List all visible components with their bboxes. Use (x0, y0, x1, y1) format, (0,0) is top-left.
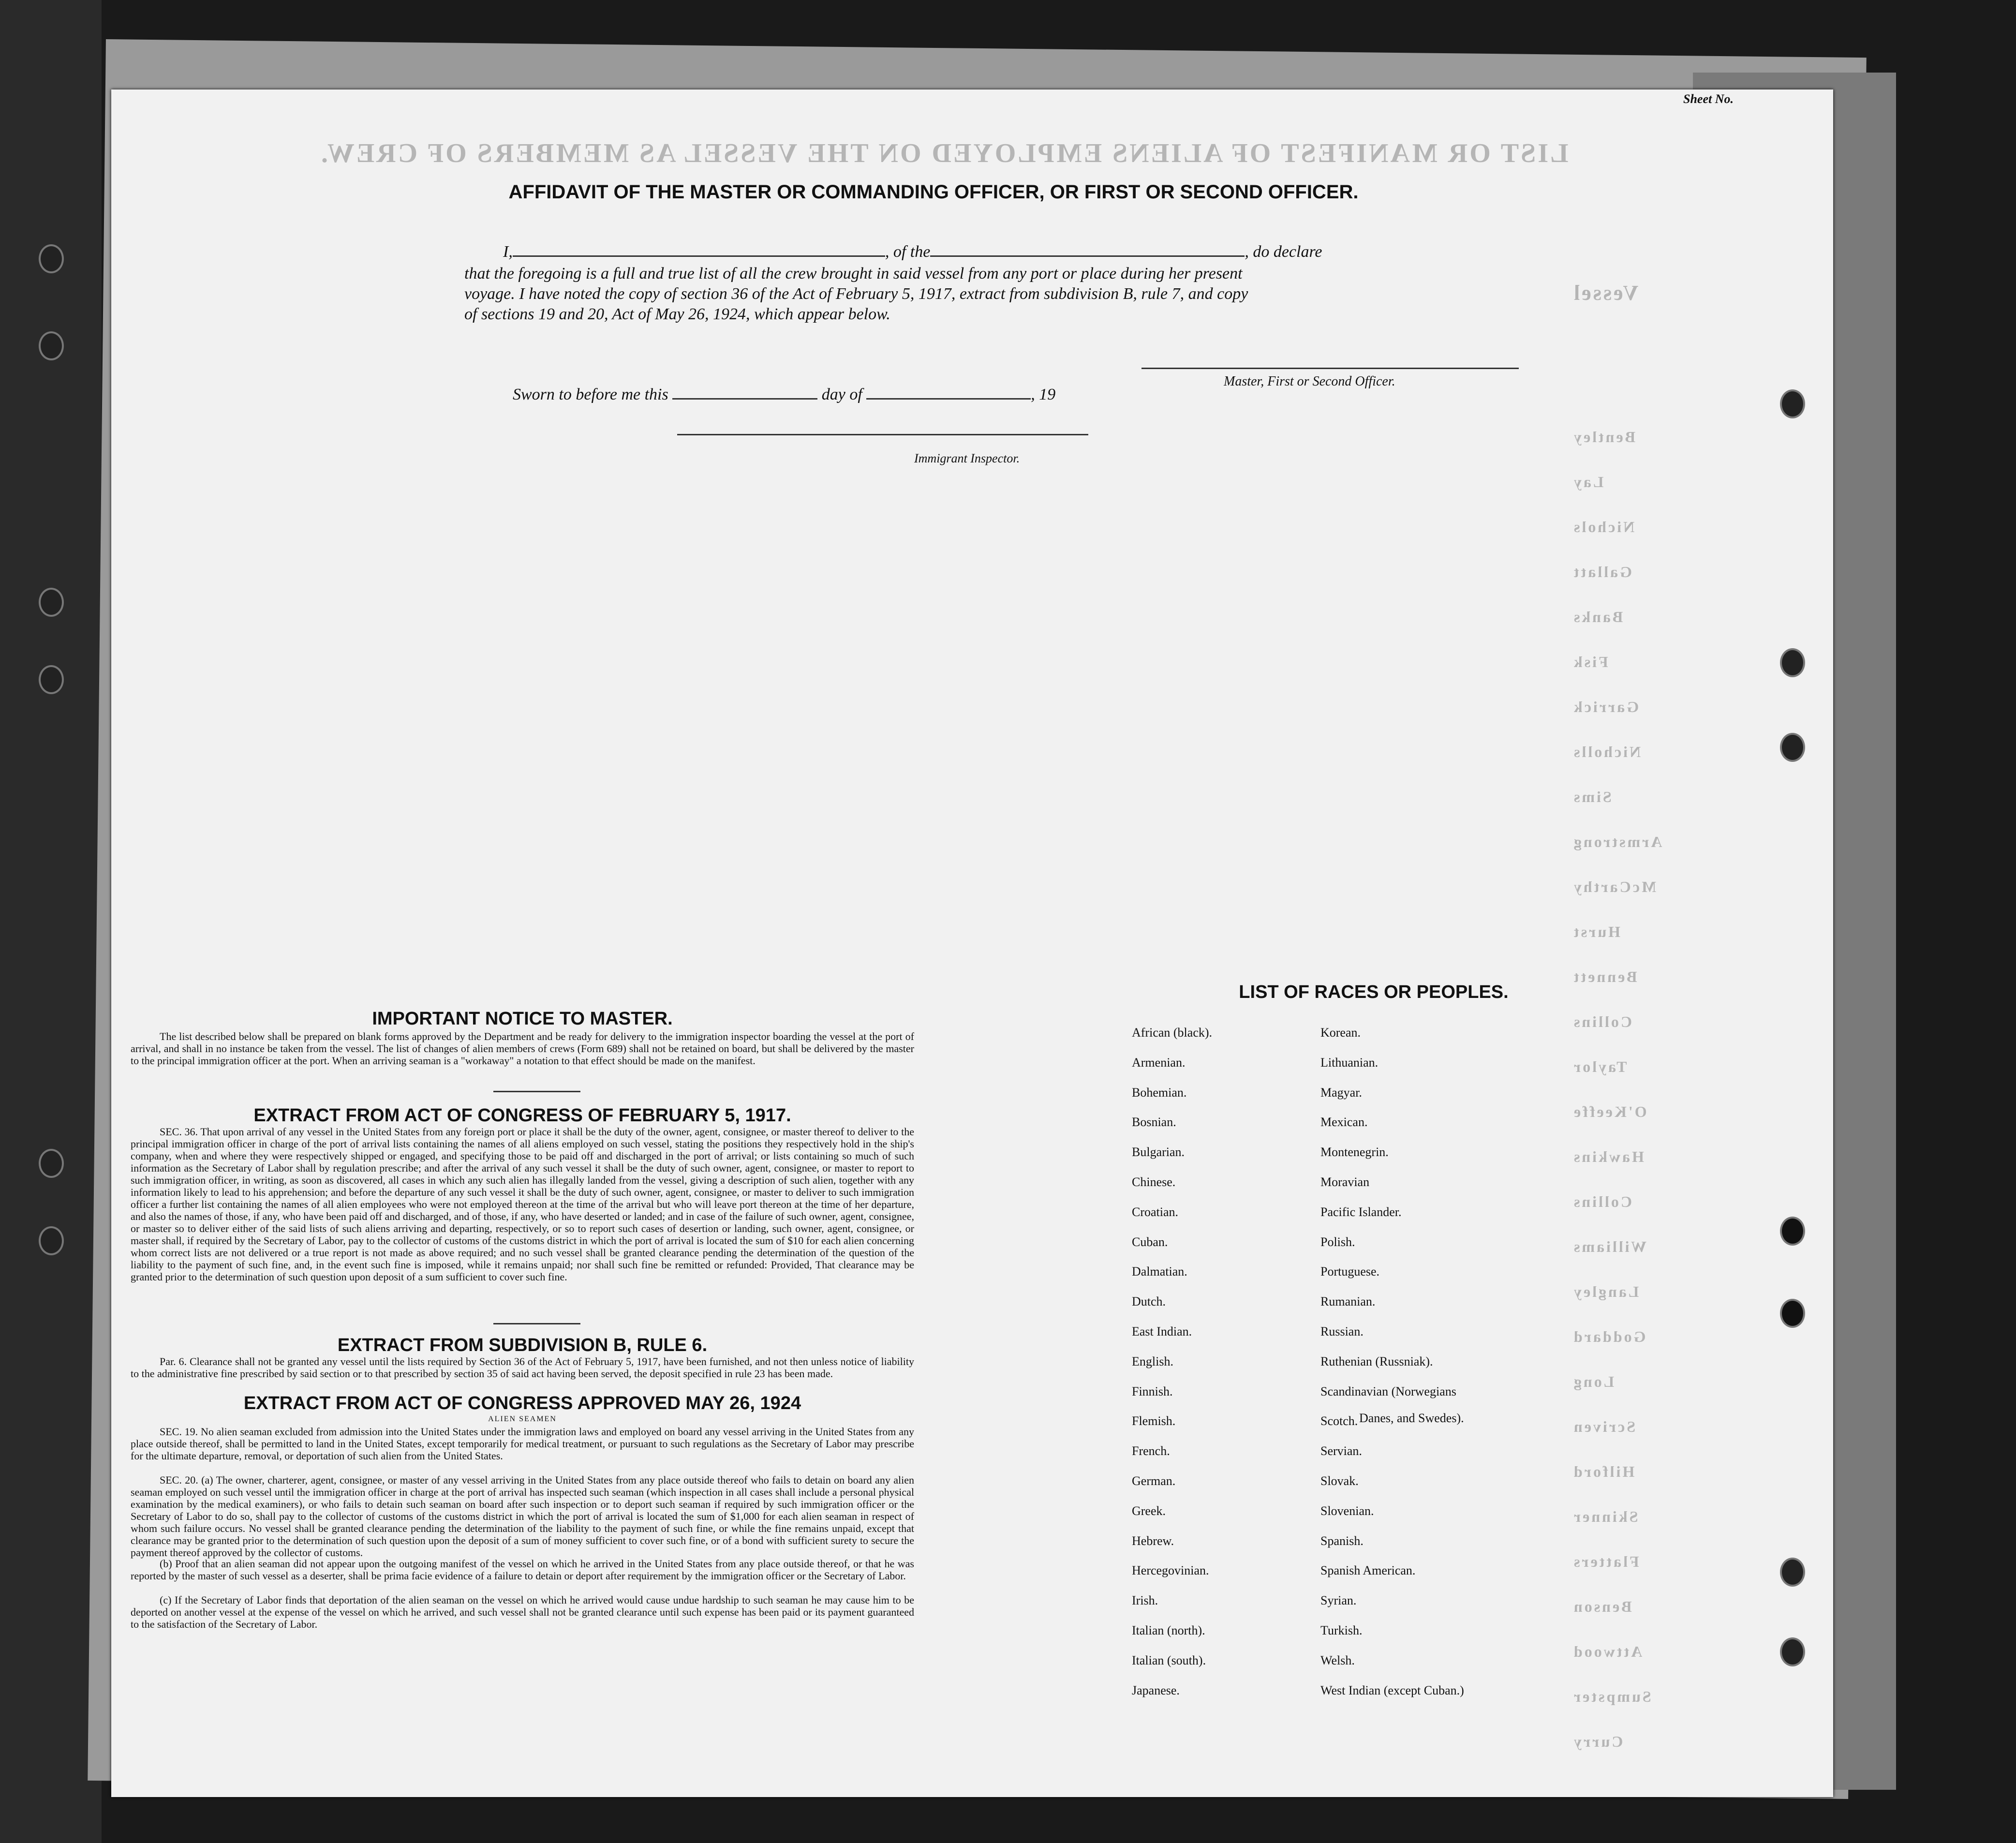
race-entry: Servian. (1320, 1444, 1362, 1458)
race-entry: Scotch. (1320, 1414, 1358, 1428)
binder-hole (1780, 1558, 1805, 1587)
bleed-through-name: Hurst (1572, 923, 1620, 940)
race-entry: Japanese. (1132, 1683, 1180, 1697)
races-column-1 (1132, 1026, 1212, 1713)
sworn-statement (513, 385, 1480, 405)
affidavit-body-line-2: voyage. I have noted the copy of section 36 of the Act of February 5, 1917, extract from subdivision B, rule 7, and copy (464, 285, 1248, 303)
race-entry: African (black). (1132, 1026, 1213, 1040)
binder-hole (39, 588, 64, 617)
bleed-through-name: Benson (1572, 1598, 1632, 1615)
bleed-through-name: Fisk (1572, 653, 1608, 670)
race-entry: Hebrew. (1132, 1533, 1174, 1548)
notice-title: IMPORTANT NOTICE TO MASTER. (372, 1009, 673, 1029)
bleed-through-name: Skinner (1572, 1508, 1638, 1525)
extract-rule6-body: Par. 6. Clearance shall not be granted any vessel until the lists required by Section 36 of the Act of February 5, 1917, have been furnished, and not then unless notice of liability to the administrative fine prescribed by said section or to that prescribed by section 35 of said act having been served, the deposit specified in rule 23 has been made. (131, 1355, 914, 1380)
affidavit-body-line-3: of sections 19 and 20, Act of May 26, 1924, which appear below. (464, 305, 890, 323)
inspector-signature-line (677, 434, 1088, 435)
binder-hole (39, 1226, 64, 1255)
of-the-label: , of the (885, 243, 931, 261)
bleed-through-name: Long (1572, 1373, 1615, 1390)
master-signature-line (1141, 368, 1519, 369)
binder-hole (39, 244, 64, 273)
section-19-text: SEC. 19. No alien seaman excluded from admission into the United States under the immigration laws and employed on board any vessel arriving in the United States from any place outside thereof, shall be permitted to land in the United States, except temporarily for medical treatment, or pursuant to such regulations as the Secretary of Labor may prescribe for the ultimate departure, removal, or deportation of such alien from the United States. (131, 1426, 914, 1462)
year-label: , 19 (1031, 386, 1056, 403)
section-divider (493, 1091, 580, 1092)
race-entry: Lithuanian. (1320, 1055, 1379, 1070)
race-entry: Irish. (1132, 1593, 1158, 1608)
race-entry: Portuguese. (1320, 1264, 1380, 1279)
bleed-through-name: Lay (1572, 473, 1604, 490)
bleed-through-name: Banks (1572, 608, 1623, 625)
bleed-through-name: Sumpster (1572, 1688, 1651, 1705)
binder-hole (39, 665, 64, 694)
section-20c-text: (c) If the Secretary of Labor finds that deportation of the alien seaman on the vessel on which he arrived would cause undue hardship to such seaman he may cause him to be deported on another vessel at the expense of the vessel on which he arrived, and such vessel shall not be granted clearance until such expense has been paid or its payment guaranteed to the satisfaction of the Secretary of Labor. (131, 1594, 914, 1630)
bleed-through-name: Collins (1572, 1013, 1632, 1030)
master-signature-caption: Master, First or Second Officer. (1224, 374, 1395, 389)
name-field (513, 255, 885, 257)
bleed-through-name: O'Keeffe (1572, 1103, 1647, 1120)
race-entry: Dalmatian. (1132, 1264, 1187, 1279)
bleed-through-name: Hilford (1572, 1463, 1635, 1480)
sheet-number-label: Sheet No. (1683, 92, 1734, 106)
race-entry: Cuban. (1132, 1234, 1168, 1249)
affidavit-declaration (464, 242, 1577, 262)
manifest-page (111, 89, 1833, 1797)
race-entry: Flemish. (1132, 1414, 1176, 1428)
race-entry: Polish. (1320, 1234, 1355, 1249)
extract-rule6-title: EXTRACT FROM SUBDIVISION B, RULE 6. (337, 1335, 708, 1355)
binder-strip (0, 0, 102, 1843)
bleed-through-name: Nicholls (1572, 743, 1641, 760)
section-20a-text: SEC. 20. (a) The owner, charterer, agent, consignee, or master of any vessel arriving in the United States from any place outside thereof who fails to detain on board any alien seaman employed on such vessel until the immigration officer in charge at the port of arrival has inspected such seaman (which inspection in all cases shall include a personal physical examination by the medical examiners), or who fails to detain such seaman on board after such inspection or to deport such seaman if required by such immigration officer or the Secretary of Labor to do so, shall pay to the collector of customs of the customs district in which the port of arrival is located the sum of $1,000 for each alien seaman in respect of whom such failure occurs. No vessel shall be granted clearance pending the determination of the liability to the payment of such fine, or while the fine remains unpaid, except that clearance may be granted prior to the determination of such question upon the deposit of a sum of money sufficient to cover such fine, or of a bond with sufficient surety to secure the payment thereof approved by the collector of customs. (131, 1474, 914, 1559)
inspector-caption: Immigrant Inspector. (914, 451, 1020, 465)
race-entry: Spanish American. (1320, 1563, 1416, 1578)
race-entry: Welsh. (1320, 1653, 1355, 1667)
binder-hole (1780, 648, 1805, 677)
sworn-day-field (672, 398, 817, 400)
bleed-through-name: Bennett (1572, 968, 1637, 985)
race-entry: Rumanian. (1320, 1294, 1376, 1309)
race-entry: Russian. (1320, 1324, 1364, 1338)
race-entry: Armenian. (1132, 1055, 1186, 1070)
sworn-label: Sworn to before me this (513, 386, 668, 403)
races-scandinavian-continuation: Danes, and Swedes). (1359, 1411, 1464, 1425)
bleed-through-name: Sims (1572, 788, 1612, 805)
bleed-through-name: Bentley (1572, 428, 1636, 446)
day-of-label: day of (821, 386, 862, 403)
bleed-through-name: Nichols (1572, 518, 1635, 535)
bleed-through-name: Hawkins (1572, 1148, 1644, 1165)
race-entry: Bohemian. (1132, 1085, 1187, 1100)
affidavit-title: AFFIDAVIT OF THE MASTER OR COMMANDING OFFICER, OR FIRST OR SECOND OFFICER. (508, 181, 1359, 203)
race-entry: Italian (south). (1132, 1653, 1206, 1667)
race-entry: Dutch. (1132, 1294, 1166, 1309)
bleed-through-vessel-label: Vessel (1572, 281, 1639, 305)
bleed-through-name: Flatters (1572, 1553, 1639, 1570)
race-entry: Moravian (1320, 1174, 1370, 1189)
binder-hole (1780, 1299, 1805, 1328)
binder-hole (39, 1149, 64, 1178)
race-entry: Italian (north). (1132, 1623, 1205, 1637)
binder-hole (1780, 1217, 1805, 1246)
bleed-through-name: Gallatt (1572, 563, 1632, 580)
race-entry: Hercegovinian. (1132, 1563, 1209, 1578)
race-entry: Scandinavian (Norwegians (1320, 1384, 1456, 1398)
extract-1917-body: SEC. 36. That upon arrival of any vessel in the United States from any foreign port or place it shall be the duty of the owner, agent, consignee, or master thereof to deliver to the principal immigration officer in charge of the port of arrival lists containing the names of all aliens employed on such vessel, stating the positions they respectively hold in the ship's company, when and where they were respectively shipped or engaged, and specifying those to be paid off and discharged in the port of arrival; or lists containing so much of such information as the Secretary of Labor shall by regulation prescribe; and after the arrival of any such vessel it shall be the duty of such owner, agent, consignee, or master to report to such immigration officer, in writing, as soon as discovered, all cases in which any such alien has illegally landed from the vessel, giving a description of such alien, together with any information likely to lead to his apprehension; and before the departure of any such vessel it shall be the duty of such owner, agent, consignee, or master to deliver to such immigration officer a further list containing the names of all alien employees who were not employed thereon at the time of the arrival but who will leave port thereon at the time of her departure, and also the names of those, if any, who have been paid off and discharged, and of those, if any, who have deserted or landed; and in case of the failure of such owner, agent, consignee, or master so to deliver either of the said lists of such aliens arriving and departing, respectively, or so to report such cases of desertion or landing, such owner, agent, consignee, or master shall, if required by the Secretary of Labor, pay to the collector of customs of the customs district in which the port of arrival is located the sum of $10 for each alien concerning whom correct lists are not delivered or a true report is not made as above required; and no such vessel shall be granted clearance pending the determination of the question of the liability to the payment of such fine, and, in the event such fine is imposed, while it remains unpaid; nor shall such fine be remitted or refunded: Provided, That clearance may be granted prior to the determination of such question upon deposit of a sum sufficient to cover such fine. (131, 1126, 914, 1283)
race-entry: Greek. (1132, 1503, 1166, 1518)
races-title: LIST OF RACES OR PEOPLES. (1239, 982, 1509, 1002)
binder-hole (1780, 733, 1805, 762)
bleed-through-name: Williams (1572, 1238, 1647, 1255)
race-entry: Magyar. (1320, 1085, 1362, 1100)
race-entry: Montenegrin. (1320, 1145, 1389, 1159)
extract-1924-subtitle: ALIEN SEAMEN (488, 1415, 557, 1423)
do-declare-label: , do declare (1245, 243, 1322, 261)
race-entry: Bulgarian. (1132, 1145, 1185, 1159)
race-entry: Croatian. (1132, 1204, 1179, 1219)
bleed-through-name: Attwood (1572, 1643, 1643, 1660)
races-column-2 (1320, 1026, 1464, 1713)
bleed-through-name: Armstrong (1572, 833, 1662, 850)
race-entry: French. (1132, 1444, 1170, 1458)
bleed-through-name: Taylor (1572, 1058, 1627, 1075)
bleed-through-name: Scriven (1572, 1418, 1636, 1435)
binder-hole (1780, 389, 1805, 418)
race-entry: West Indian (except Cuban.) (1320, 1683, 1464, 1697)
section-divider (493, 1323, 580, 1324)
affidavit-body-line-1: that the foregoing is a full and true list of all the crew brought in said vessel from any port or place during her present (464, 265, 1243, 282)
race-entry: Syrian. (1320, 1593, 1357, 1608)
race-entry: Slovak. (1320, 1473, 1359, 1488)
section-20b-text: (b) Proof that an alien seaman did not appear upon the outgoing manifest of the vessel on which he arrived in the United States from any place outside thereof, or that he was reported by the master of such vessel as a deserter, shall be prima facie evidence of a failure to detain or deport after requirement by the immigration officer or the Secretary of Labor. (131, 1558, 914, 1582)
race-entry: Slovenian. (1320, 1503, 1374, 1518)
race-entry: Korean. (1320, 1026, 1361, 1040)
race-entry: Pacific Islander. (1320, 1204, 1402, 1219)
race-entry: Spanish. (1320, 1533, 1364, 1548)
race-entry: Bosnian. (1132, 1115, 1176, 1130)
bleed-through-name: Curry (1572, 1733, 1623, 1750)
bleed-through-name: Langley (1572, 1283, 1639, 1300)
bleed-through-name: McCarthy (1572, 878, 1657, 895)
notice-body: The list described below shall be prepared on blank forms approved by the Department and be ready for delivery to the immigration inspector boarding the vessel at the port of arrival, and shall in no instance be taken from the vessel. The list of changes of alien members of crews (Form 689) shall not be retained on board, but shall be delivered by the master to the principal immigration officer at the port. When an arriving seaman is a "workaway" a notation to that effect should be made on the manifest. (131, 1030, 914, 1067)
race-entry: Ruthenian (Russniak). (1320, 1354, 1433, 1368)
race-entry: Chinese. (1132, 1174, 1176, 1189)
binder-hole (39, 331, 64, 360)
bleed-through-header: LIST OR MANIFEST OF ALIENS EMPLOYED ON THE VESSEL AS MEMBERS OF CREW. (319, 138, 1569, 168)
binder-hole (1780, 1637, 1805, 1666)
race-entry: Finnish. (1132, 1384, 1173, 1398)
race-entry: East Indian. (1132, 1324, 1192, 1338)
vessel-field (930, 255, 1245, 257)
race-entry: Turkish. (1320, 1623, 1363, 1637)
bleed-through-name: Goddard (1572, 1328, 1646, 1345)
extract-1917-title: EXTRACT FROM ACT OF CONGRESS OF FEBRUARY 5, 1917. (253, 1105, 791, 1126)
race-entry: German. (1132, 1473, 1176, 1488)
extract-1924-title: EXTRACT FROM ACT OF CONGRESS APPROVED MAY 26, 1924 (243, 1393, 801, 1413)
sworn-month-field (866, 398, 1031, 400)
race-entry: English. (1132, 1354, 1173, 1368)
bleed-through-name: Garrick (1572, 698, 1639, 715)
i-label: I, (503, 243, 513, 261)
bleed-through-name: Collins (1572, 1193, 1632, 1210)
race-entry: Mexican. (1320, 1115, 1368, 1130)
